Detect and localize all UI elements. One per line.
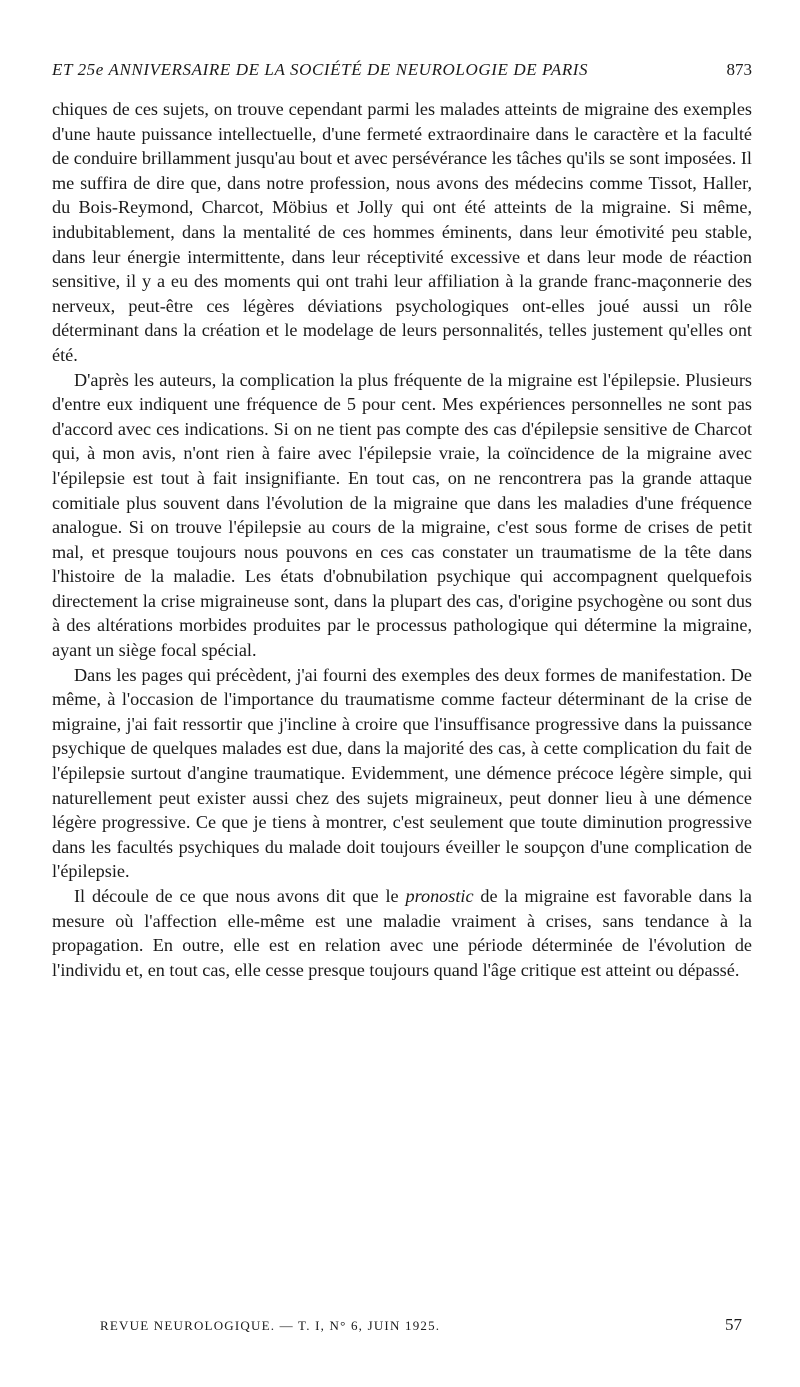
paragraph-prognosis [52, 884, 752, 982]
running-title: ET 25e ANNIVERSAIRE DE LA SOCIÉTÉ DE NEUROLOGIE DE PARIS [52, 60, 589, 79]
article-body [52, 97, 752, 982]
journal-reference: REVUE NEUROLOGIQUE. — T. I, N° 6, JUIN 1925. [100, 1318, 441, 1333]
paragraph-continuation: chiques de ces sujets, on trouve cependant parmi les malades atteints de migraine des exemples d'une haute puissance intellectuelle, d'une fermeté extraordinaire dans le caractère et la faculté de conduire brillamment jusqu'au bout et avec persévérance les tâches qu'ils se sont imposées. Il me suffira de dire que, dans notre profession, nous avons des médecins comme Tissot, Haller, du Bois-Reymond, Charcot, Möbius et Jolly qui ont été atteints de la migraine. Si même, indubitablement, dans la mentalité de ces hommes éminents, dans leur émotivité peu stable, dans leur énergie intermittente, dans leur réceptivité excessive et dans leur mode de réaction sensitive, il y a eu des moments qui ont trahi leur affiliation à la grande franc-maçonnerie des nerveux, peut-être ces légères déviations psychologiques ont-elles joué aussi un rôle déterminant dans la création et le modelage de leurs personnalités, telles justement qu'elles ont été. [52, 99, 752, 365]
prognosis-text-after: de la migraine est favorable dans la mesure où l'affection elle-même est une maladie vraiment à crises, sans tendance à la propagation. En outre, elle est en relation avec une période déterminée de l'évolution de l'individu et, en tout cas, elle cesse presque toujours quand l'âge critique est atteint ou dépassé. [52, 886, 753, 980]
paragraph-manifestation-forms: Dans les pages qui précèdent, j'ai fourni des exemples des deux formes de manifestation. De même, à l'occasion de l'importance du traumatisme comme facteur déterminant de la crise de migraine, j'ai fait ressortir que j'incline à croire que l'insuffisance progressive dans la puissance psychique de quelques malades est due, dans la majorité des cas, à cette complication du fait de l'épilepsie surtout d'angine traumatique. Evidemment, une démence précoce légère simple, qui naturellement peut exister aussi chez des sujets migraineux, peut donner lieu à une démence légère progressive. Ce que je tiens à montrer, c'est seulement que toute diminution progressive dans les facultés psychiques du malade doit toujours éveiller le soupçon d'une complication de l'épilepsie. [52, 664, 752, 882]
prognosis-emphasis: pronostic [405, 886, 474, 906]
running-header [52, 60, 752, 86]
paragraph-epilepsy-complication: D'après les auteurs, la complication la plus fréquente de la migraine est l'épilepsie. Plusieurs d'entre eux indiquent une fréquence de 5 pour cent. Mes expériences personnelles ne sont pas d'accord avec ces indications. Si on ne tient pas compte des cas d'épilepsie sensitive de Charcot qui, à mon avis, n'ont rien à faire avec l'épilepsie vraie, la coïncidence de la migraine avec l'épilepsie est tout à fait insignifiante. En tout cas, on ne rencontrera pas la grande attaque comitiale plus souvent dans l'évolution de la migraine que dans les maladies d'une fréquence analogue. Si on trouve l'épilepsie au cours de la migraine, c'est sous forme de crises de petit mal, et presque toujours nous pouvons en ces cas constater un traumatisme de la tête dans l'histoire de la maladie. Les états d'obnubilation psychique qui accompagnent quelquefois directement la crise migraineuse sont, dans la plupart des cas, d'origine psychogène ou sont dus à des altérations morbides produites par le processus pathologique qui détermine la migraine, ayant un siège focal spécial. [52, 369, 752, 661]
page-footer [100, 1315, 752, 1342]
sheet-number: 57 [725, 1315, 742, 1334]
prognosis-text-before: Il découle de ce que nous avons dit que le [74, 886, 406, 906]
page-number: 873 [726, 60, 752, 79]
